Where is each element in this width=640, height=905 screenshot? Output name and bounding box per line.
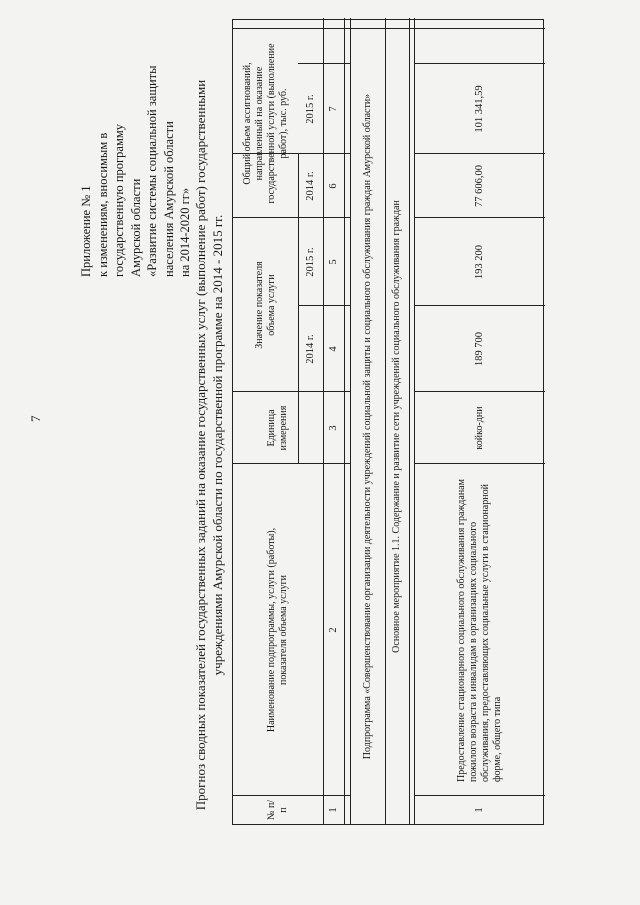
appendix-line: на 2014-2020 гг» <box>178 187 192 277</box>
row-unit: койко-дни <box>473 406 485 450</box>
appendix-line: государственную программу <box>112 123 126 277</box>
header-funding-2014: 2014 г. <box>304 171 316 201</box>
appendix-line: к изменениям, вносимым в <box>95 132 110 277</box>
row-funding-2015: 101 341,59 <box>473 85 485 133</box>
appendix-line: Приложение № 1 <box>79 185 93 277</box>
title-line-1: Прогноз сводных показателей государственных заданий на оказание государственных услуг (выполнение работ) государственными <box>193 79 208 811</box>
index-cell: 3 <box>327 425 339 431</box>
activity-row: Основное мероприятие 1.1. Содержание и развитие сети учреждений социального обслуживания граждан <box>391 200 402 653</box>
row-value-2014: 189 700 <box>473 331 485 367</box>
subprogram-row: Подпрограмма «Совершенствование организации деятельности учреждений социальной защиты и социального обслуживания граждан Амурской области» <box>361 93 373 760</box>
row-funding-2014: 77 606,00 <box>473 165 485 207</box>
title-line-2: учреждениями Амурской области по государственной программе на 2014 - 2015 гг. <box>210 214 225 676</box>
appendix-line: Амурской области <box>128 178 143 277</box>
index-cell: 2 <box>327 627 339 633</box>
header-name: Наименование подпрограммы, услуги (работы), показателя объема услуги <box>266 527 289 733</box>
header-value-2015: 2015 г. <box>304 247 316 277</box>
index-cell: 5 <box>327 259 339 265</box>
index-cell: 7 <box>327 106 339 112</box>
appendix-note <box>78 37 194 277</box>
appendix-line: населения Амурской области <box>161 121 176 277</box>
row-value-2015: 193 200 <box>473 244 485 280</box>
document-title <box>192 65 226 825</box>
header-value-group: Значение показателя объема услуги <box>253 261 277 349</box>
header-unit: Единица измерения <box>266 405 289 451</box>
row-name: Предоставление стационарного социального обслуживания гражданам пожилого возраста и инвалидам в организациях социального обслуживания, предоставляющих социальные услуги в стационарной форме, общего типа <box>455 479 503 782</box>
index-cell: 1 <box>327 807 339 813</box>
header-value-2014: 2014 г. <box>304 334 316 364</box>
index-cell: 4 <box>327 346 339 352</box>
appendix-line: «Развитие системы социальной защиты <box>145 65 159 277</box>
page-number: 7 <box>28 415 43 422</box>
index-cell: 6 <box>327 183 339 189</box>
header-funding-2015: 2015 г. <box>304 94 316 124</box>
row-num: 1 <box>473 807 485 813</box>
header-num: № п/п <box>266 799 289 821</box>
header-funding-group: Общий объем ассигнований, направленный на оказание государственной услуги (выполнение работ), тыс. руб. <box>241 43 289 204</box>
indicators-table <box>232 19 544 825</box>
